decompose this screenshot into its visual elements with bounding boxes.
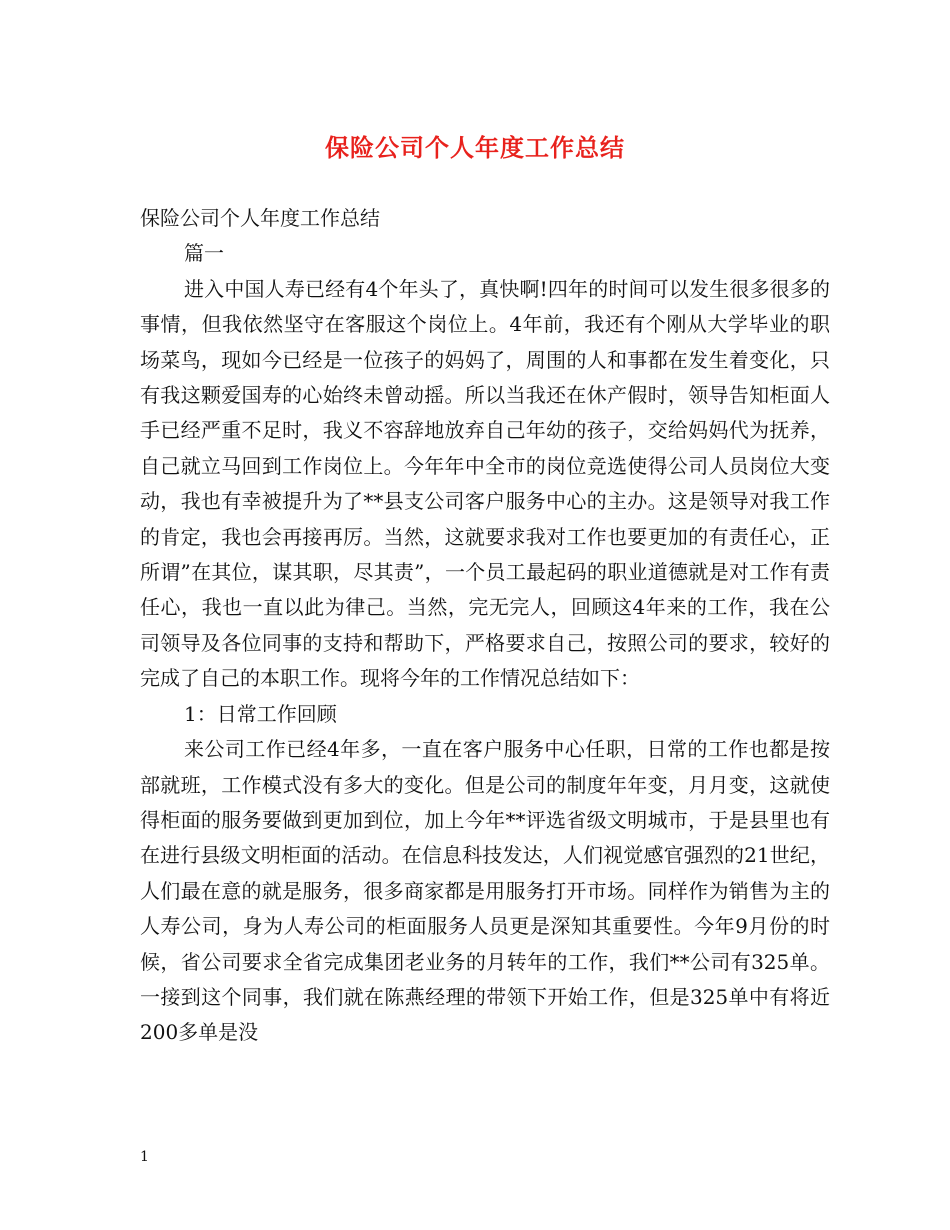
- page-number: 1: [140, 1149, 149, 1165]
- paragraph: 来公司工作已经4年多，一直在客户服务中心任职，日常的工作也都是按部就班，工作模式没有多大的变化。但是公司的制度年年变，月月变，这就使得柜面的服务要做到更加到位，加上今年**评选省级文明城市，于是县里也有在进行县级文明柜面的活动。在信息科技发达，人们视觉感官强烈的21世纪，人们最在意的就是服务，很多商家都是用服务打开市场。同样作为销售为主的人寿公司，身为人寿公司的柜面服务人员更是深知其重要性。今年9月份的时候，省公司要求全省完成集团老业务的月转年的工作，我们**公司有325单。一接到这个同事，我们就在陈燕经理的带领下开始工作，但是325单中有将近200多单是没: [140, 737, 830, 1045]
- paragraph: 进入中国人寿已经有4个年头了，真快啊!四年的时间可以发生很多很多的事情，但我依然坚守在客服这个岗位上。4年前，我还有个刚从大学毕业的职场菜鸟，现如今已经是一位孩子的妈妈了，周围的人和事都在发生着变化，只有我这颗爱国寿的心始终未曾动摇。所以当我还在休产假时，领导告知柜面人手已经严重不足时，我义不容辞地放弃自己年幼的孩子，交给妈妈代为抚养，自己就立马回到工作岗位上。今年年中全市的岗位竞选使得公司人员岗位大变动，我也有幸被提升为了**县支公司客户服务中心的主办。这是领导对我工作的肯定，我也会再接再厉。当然，这就要求我对工作也要更加的有责任心，正所谓”在其位，谋其职，尽其责”，一个员工最起码的职业道德就是对工作有责任心，我也一直以此为律己。当然，完无完人，回顾这4年来的工作，我在公司领导及各位同事的支持和帮助下，严格要求自己，按照公司的要求，较好的完成了自己的本职工作。现将今年的工作情况总结如下：: [140, 276, 830, 691]
- document-subtitle: 保险公司个人年度工作总结: [140, 206, 380, 230]
- section-heading: 1：日常工作回顾: [184, 701, 337, 726]
- section-label: 篇一: [184, 241, 224, 266]
- document-title: 保险公司个人年度工作总结: [325, 133, 625, 162]
- document-body: [140, 201, 830, 1051]
